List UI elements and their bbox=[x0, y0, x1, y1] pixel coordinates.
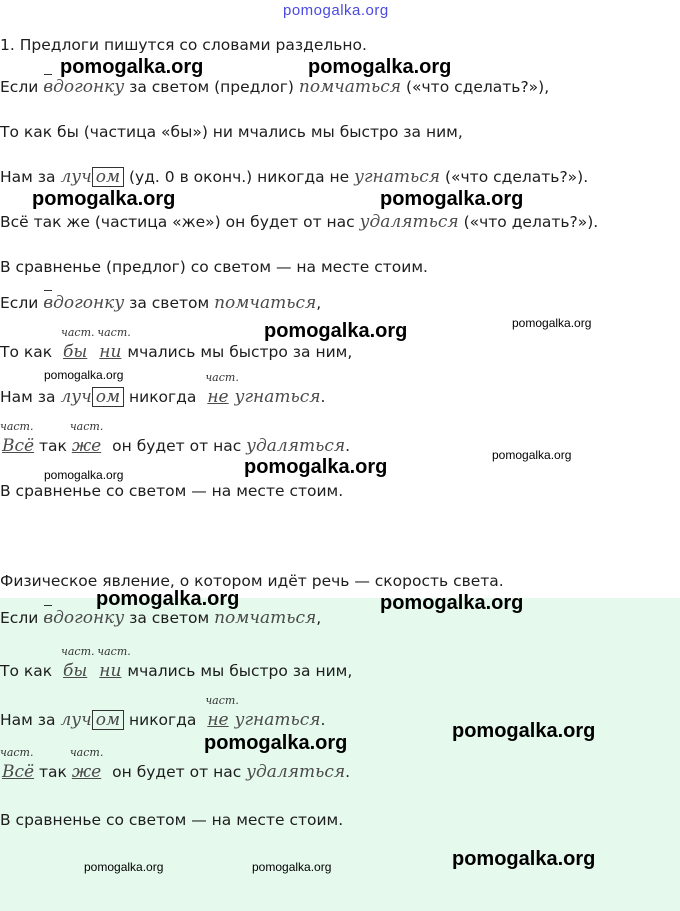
watermark: pomogalka.org bbox=[512, 316, 592, 330]
watermark: pomogalka.org bbox=[32, 188, 176, 210]
heading: 1. Предлоги пишутся со словами раздельно. bbox=[0, 36, 367, 54]
poem2-line5: В сравненье со светом — на месте стоим. bbox=[0, 482, 344, 500]
watermark: pomogalka.org bbox=[84, 860, 164, 874]
poem1-line1: Если вдогонку за светом (предлог) помчаться («что сделать?»), bbox=[0, 77, 550, 97]
poem1-line5: В сравненье (предлог) со светом — на месте стоим. bbox=[0, 258, 428, 276]
poem1-line2: То как бы (частица «бы») ни мчались мы быстро за ним, bbox=[0, 123, 463, 141]
physics-note: Физическое явление, о котором идёт речь — скорость света. bbox=[0, 572, 504, 590]
watermark: pomogalka.org bbox=[380, 592, 524, 614]
watermark: pomogalka.org bbox=[252, 860, 332, 874]
poem1-line4: Всё так же (частица «же») он будет от нас удаляться («что делать?»). bbox=[0, 212, 599, 232]
watermark: pomogalka.org bbox=[204, 732, 348, 754]
poem3-line2: То как част. бы част. ни мчались мы быстро за ним, bbox=[0, 645, 353, 681]
poem1-line3: Нам за луч ом (уд. 0 в оконч.) никогда не угнаться («что сделать?»). bbox=[0, 167, 589, 187]
watermark: pomogalka.org bbox=[96, 588, 240, 610]
watermark: pomogalka.org bbox=[452, 720, 596, 742]
watermark: pomogalka.org bbox=[44, 368, 124, 382]
watermark: pomogalka.org bbox=[244, 456, 388, 478]
poem3-line4: част. Всё так част. же он будет от нас удаляться. bbox=[0, 746, 351, 782]
poem3-line1: Если вдогонку за светом помчаться, bbox=[0, 608, 322, 628]
watermark: pomogalka.org bbox=[492, 448, 572, 462]
watermark: pomogalka.org bbox=[283, 2, 389, 19]
poem2-line4: част. Всё так част. же он будет от нас удаляться. bbox=[0, 420, 351, 456]
poem3-line5: В сравненье со светом — на месте стоим. bbox=[0, 811, 344, 829]
watermark: pomogalka.org bbox=[380, 188, 524, 210]
poem2-line2: То как част. бы част. ни мчались мы быстро за ним, bbox=[0, 326, 353, 362]
watermark: pomogalka.org bbox=[264, 320, 408, 342]
watermark: pomogalka.org bbox=[452, 848, 596, 870]
watermark: pomogalka.org bbox=[308, 56, 452, 78]
poem3-line3: Нам за луч ом никогда част. не угнаться. bbox=[0, 694, 326, 730]
watermark: pomogalka.org bbox=[44, 468, 124, 482]
poem2-line1: Если вдогонку за светом помчаться, bbox=[0, 293, 322, 313]
poem2-line3: Нам за луч ом никогда част. не угнаться. bbox=[0, 371, 326, 407]
watermark: pomogalka.org bbox=[60, 56, 204, 78]
